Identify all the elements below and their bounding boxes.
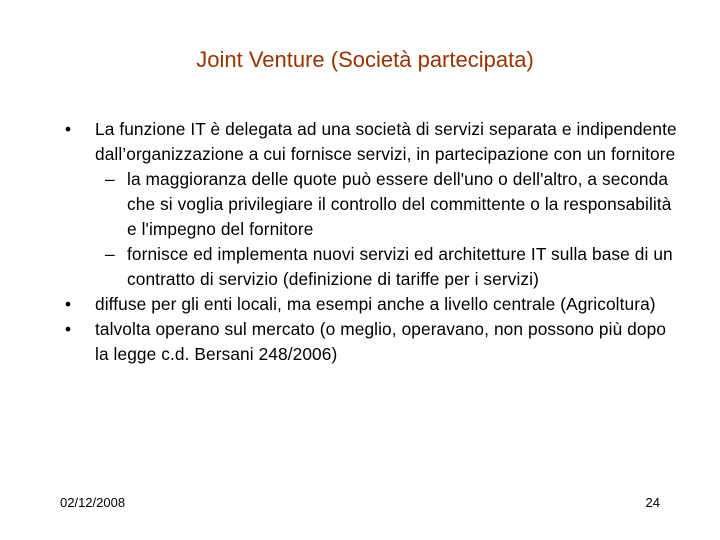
bullet-item: [60, 317, 680, 367]
page-number: 24: [645, 495, 660, 510]
sub-bullet-item: [60, 242, 680, 292]
sub-bullet-item: [60, 167, 680, 242]
slide-body: [60, 117, 680, 367]
sub-bullet-text: fornisce ed implementa nuovi servizi ed architetture IT sulla base di un contratto di servizio (definizione di tariffe per i servizi): [127, 244, 673, 289]
bullet-item: [60, 117, 680, 167]
slide-title: Joint Venture (Società partecipata): [196, 47, 534, 72]
bullet-text: diffuse per gli enti locali, ma esempi anche a livello centrale (Agricoltura): [95, 294, 656, 314]
sub-bullet-text: la maggioranza delle quote può essere dell'uno o dell'altro, a seconda che si voglia privilegiare il controllo del committente o la responsabilità e l'impegno del fornitore: [127, 169, 672, 239]
bullet-item: [60, 292, 680, 317]
bullet-icon: •: [65, 119, 72, 139]
bullet-text: talvolta operano sul mercato (o meglio, operavano, non possono più dopo la legge c.d. Bersani 248/2006): [95, 319, 667, 364]
bullet-text: La funzione IT è delegata ad una società di servizi separata e indipendente dall’organizzazione a cui fornisce servizi, in partecipazione con un fornitore: [95, 119, 677, 164]
dash-icon: –: [105, 244, 115, 264]
dash-icon: –: [105, 169, 115, 189]
bullet-icon: •: [65, 319, 72, 339]
footer-date: 02/12/2008: [60, 495, 126, 510]
bullet-icon: •: [65, 294, 72, 314]
